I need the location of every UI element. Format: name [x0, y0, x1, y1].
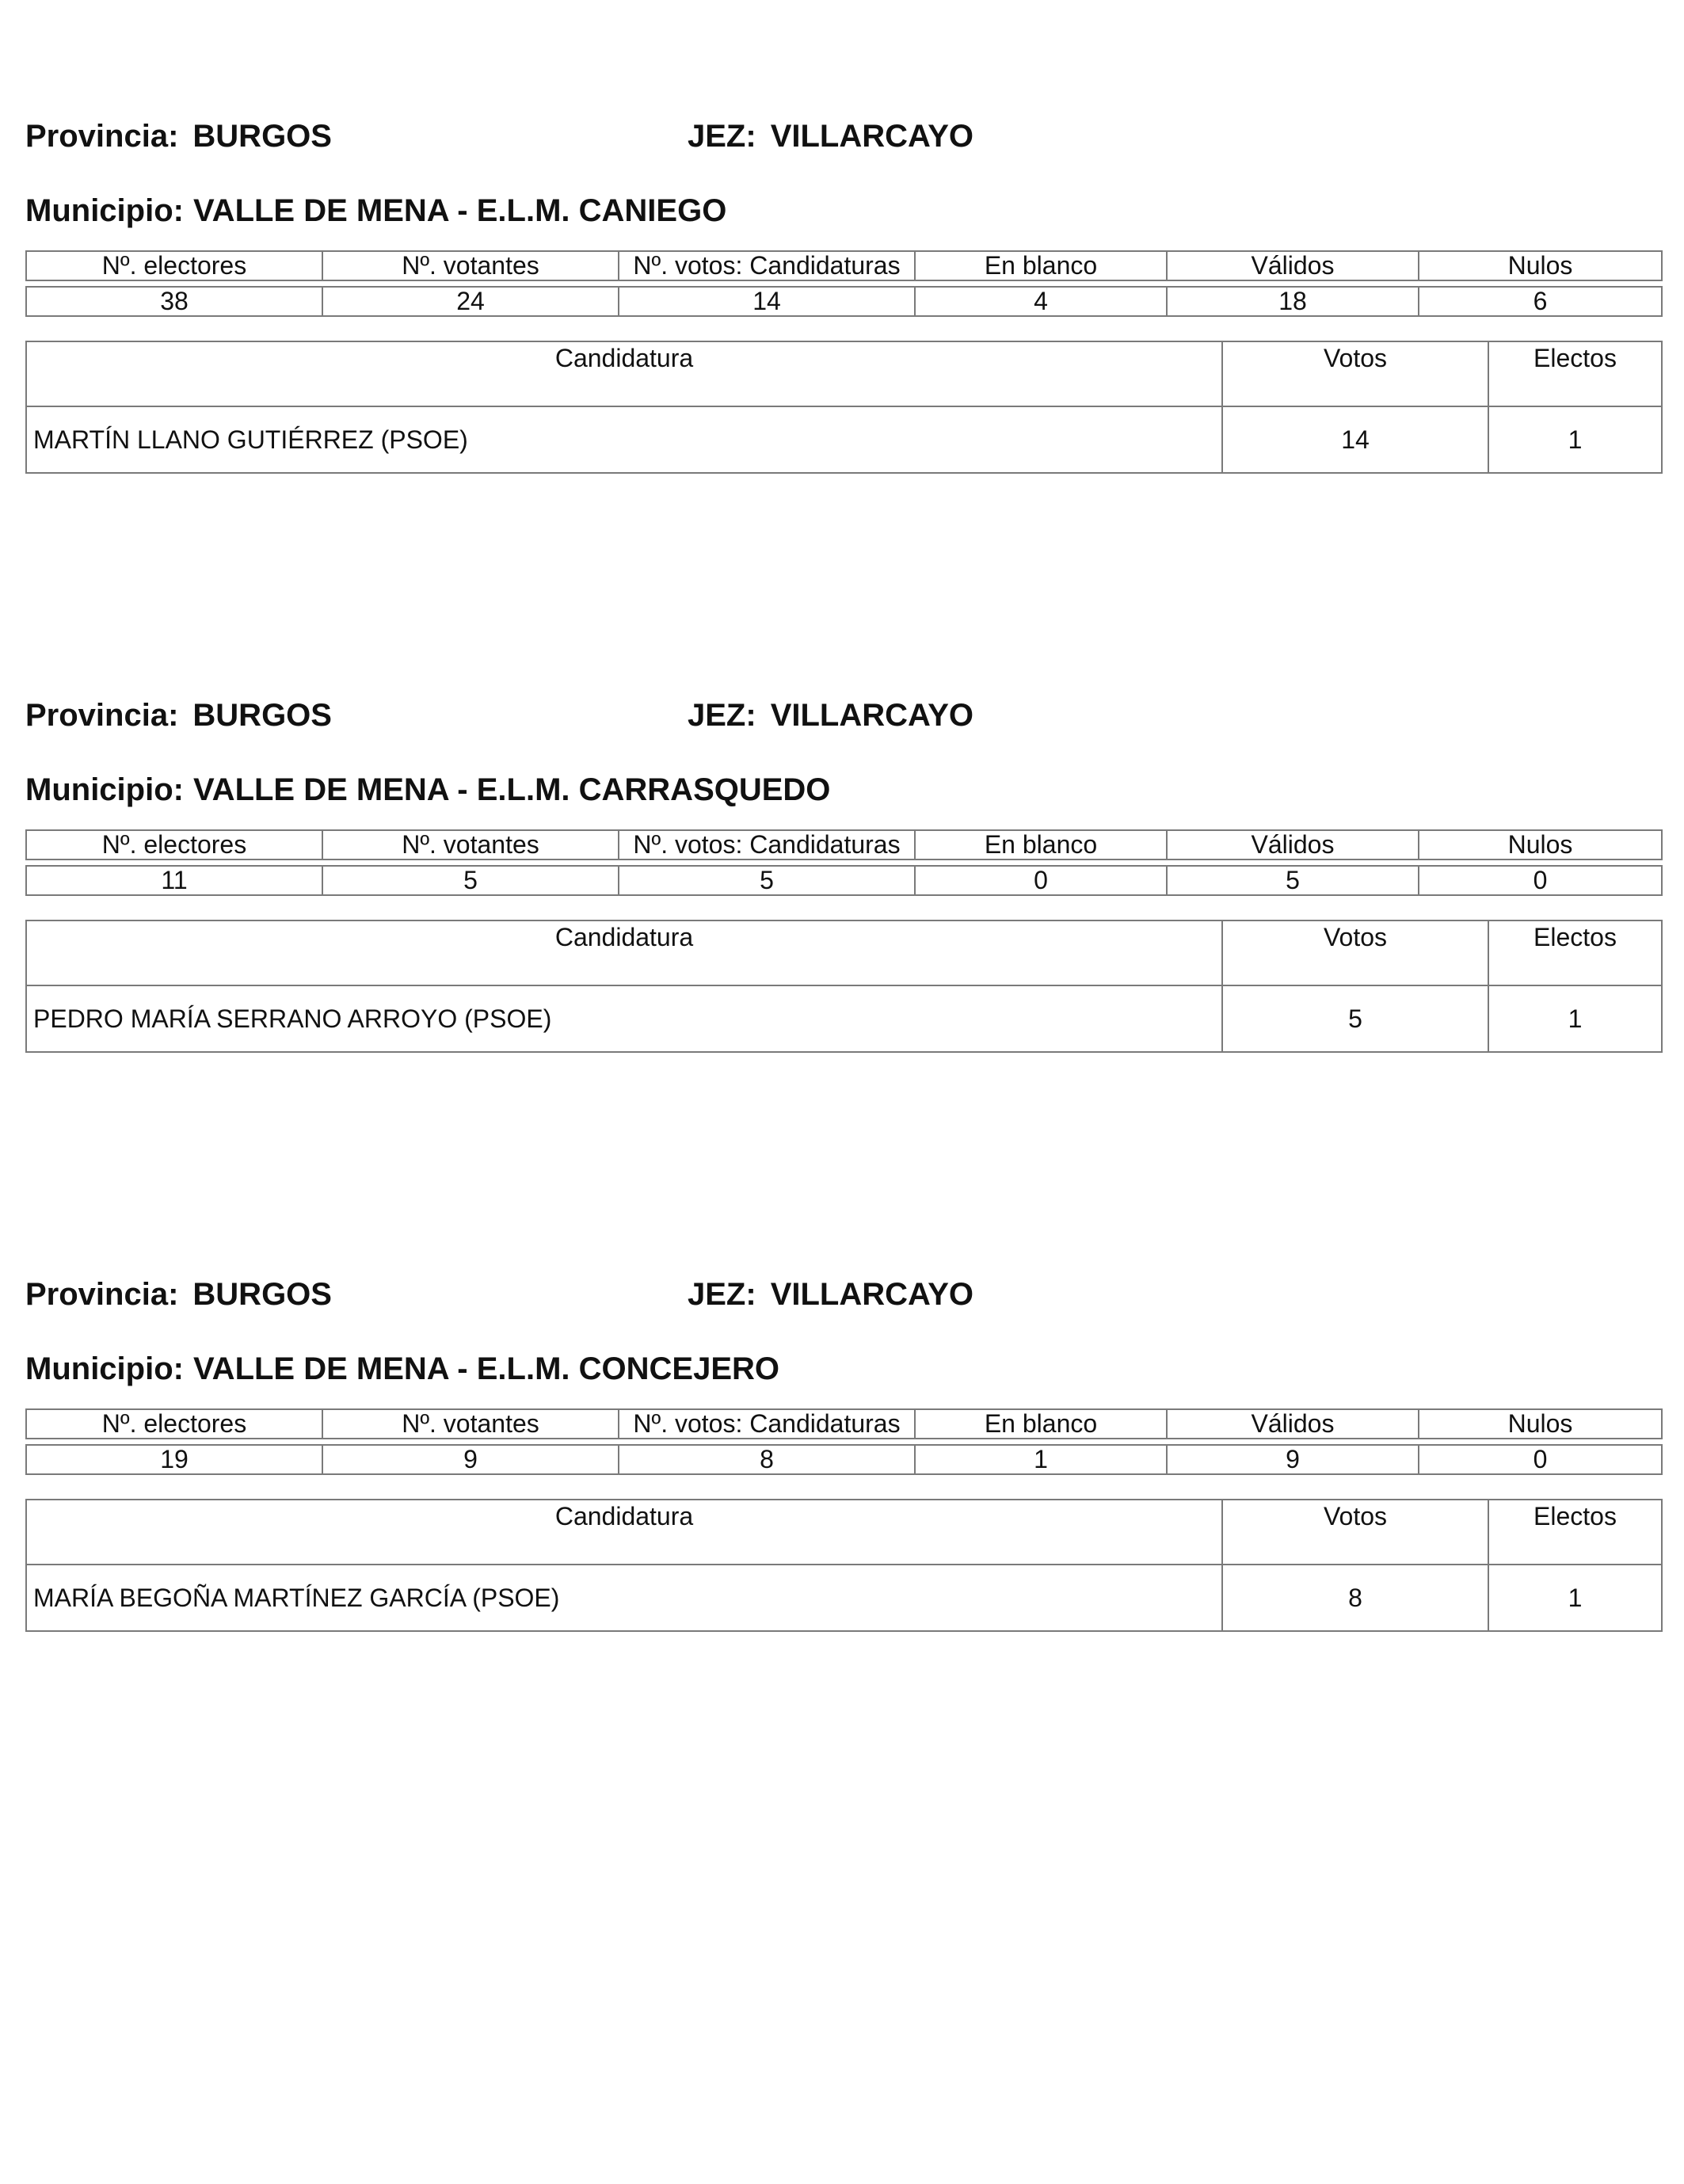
results-header-row — [26, 341, 1662, 406]
provincia-heading: Provincia: BURGOS — [25, 1277, 332, 1312]
stats-value-cell: 4 — [915, 287, 1167, 316]
votos-cell: 5 — [1222, 985, 1488, 1052]
results-table — [25, 920, 1663, 1053]
stats-header-cell: Nº. votantes — [322, 830, 619, 859]
stats-header-cell: Nº. votantes — [322, 251, 619, 280]
stats-value-cell: 9 — [1167, 1445, 1419, 1474]
stats-header-cell: Válidos — [1167, 251, 1419, 280]
stats-value-cell: 9 — [322, 1445, 619, 1474]
stats-header-cell: En blanco — [915, 1409, 1167, 1439]
stats-value-cell: 5 — [322, 866, 619, 895]
municipio-heading: Municipio: VALLE DE MENA - E.L.M. CARRASQUEDO — [25, 772, 831, 807]
votos-cell: 14 — [1222, 406, 1488, 473]
electos-cell: 1 — [1488, 406, 1662, 473]
stats-header-cell: En blanco — [915, 830, 1167, 859]
candidatura-cell: MARÍA BEGOÑA MARTÍNEZ GARCÍA (PSOE) — [26, 1565, 1222, 1631]
results-header-cell: Candidatura — [26, 1500, 1222, 1565]
stats-header-cell: Válidos — [1167, 830, 1419, 859]
stats-value-cell: 11 — [26, 866, 322, 895]
stats-value-cell: 0 — [915, 866, 1167, 895]
candidatura-cell: MARTÍN LLANO GUTIÉRREZ (PSOE) — [26, 406, 1222, 473]
stats-table — [25, 1408, 1663, 1475]
results-header-cell: Votos — [1222, 341, 1488, 406]
results-header-cell: Candidatura — [26, 341, 1222, 406]
stats-header-cell: Válidos — [1167, 1409, 1419, 1439]
votos-cell: 8 — [1222, 1565, 1488, 1631]
stats-header-row — [26, 1409, 1662, 1439]
stats-header-cell: Nº. electores — [26, 251, 322, 280]
stats-header-row — [26, 830, 1662, 859]
results-header-row — [26, 920, 1662, 985]
electos-cell: 1 — [1488, 1565, 1662, 1631]
results-table — [25, 341, 1663, 474]
electos-cell: 1 — [1488, 985, 1662, 1052]
stats-header-row — [26, 251, 1662, 280]
stats-value-row — [26, 1445, 1662, 1474]
stats-header-cell: Nº. electores — [26, 1409, 322, 1439]
stats-value-cell: 0 — [1419, 866, 1662, 895]
stats-value-cell: 38 — [26, 287, 322, 316]
stats-value-row — [26, 866, 1662, 895]
municipio-heading: Municipio: VALLE DE MENA - E.L.M. CANIEGO — [25, 193, 727, 228]
stats-header-cell: Nº. votos: Candidaturas — [619, 251, 915, 280]
candidatura-cell: PEDRO MARÍA SERRANO ARROYO (PSOE) — [26, 985, 1222, 1052]
stats-value-cell: 18 — [1167, 287, 1419, 316]
stats-header-cell: Nº. electores — [26, 830, 322, 859]
jez-heading: JEZ: VILLARCAYO — [688, 1277, 974, 1312]
stats-value-cell: 1 — [915, 1445, 1167, 1474]
stats-header-cell: Nulos — [1419, 251, 1662, 280]
results-header-cell: Electos — [1488, 341, 1662, 406]
municipio-heading: Municipio: VALLE DE MENA - E.L.M. CONCEJERO — [25, 1351, 780, 1386]
stats-header-cell: Nº. votos: Candidaturas — [619, 830, 915, 859]
stats-value-cell: 5 — [1167, 866, 1419, 895]
stats-header-cell: Nº. votos: Candidaturas — [619, 1409, 915, 1439]
stats-header-cell: Nulos — [1419, 830, 1662, 859]
results-header-cell: Electos — [1488, 1500, 1662, 1565]
provincia-heading: Provincia: BURGOS — [25, 119, 332, 154]
stats-table — [25, 829, 1663, 896]
stats-header-cell: En blanco — [915, 251, 1167, 280]
stats-value-cell: 19 — [26, 1445, 322, 1474]
stats-header-cell: Nº. votantes — [322, 1409, 619, 1439]
jez-heading: JEZ: VILLARCAYO — [688, 698, 974, 733]
results-table — [25, 1499, 1663, 1632]
stats-value-cell: 24 — [322, 287, 619, 316]
provincia-heading: Provincia: BURGOS — [25, 698, 332, 733]
results-header-cell: Votos — [1222, 1500, 1488, 1565]
stats-value-cell: 14 — [619, 287, 915, 316]
results-header-cell: Candidatura — [26, 920, 1222, 985]
results-header-cell: Electos — [1488, 920, 1662, 985]
stats-value-row — [26, 287, 1662, 316]
stats-value-cell: 0 — [1419, 1445, 1662, 1474]
results-row — [26, 1565, 1662, 1631]
stats-table — [25, 250, 1663, 317]
results-row — [26, 985, 1662, 1052]
results-header-cell: Votos — [1222, 920, 1488, 985]
jez-heading: JEZ: VILLARCAYO — [688, 119, 974, 154]
stats-value-cell: 6 — [1419, 287, 1662, 316]
results-row — [26, 406, 1662, 473]
stats-value-cell: 5 — [619, 866, 915, 895]
stats-header-cell: Nulos — [1419, 1409, 1662, 1439]
results-header-row — [26, 1500, 1662, 1565]
stats-value-cell: 8 — [619, 1445, 915, 1474]
